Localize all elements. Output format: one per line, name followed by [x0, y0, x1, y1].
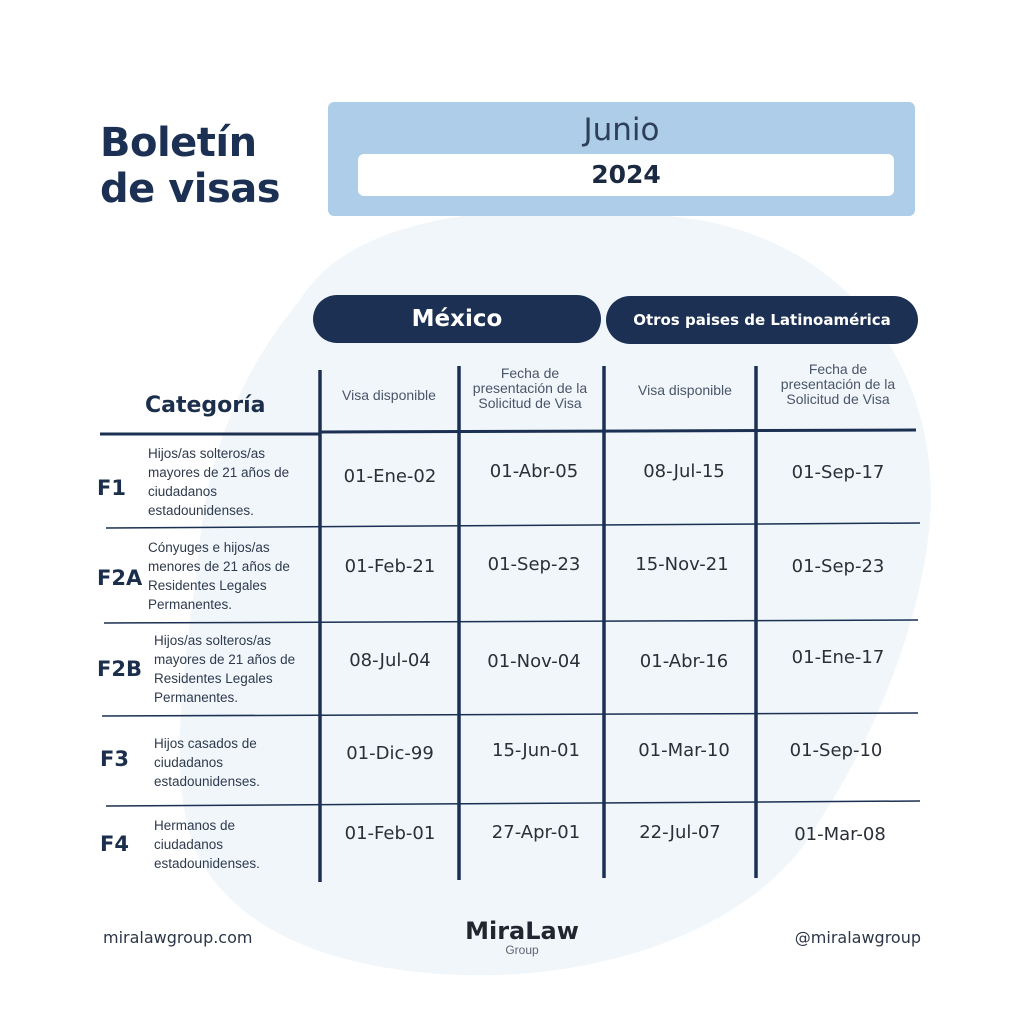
- row-code: F3: [100, 747, 129, 771]
- row-description: Hijos/as solteros/as mayores de 21 años de Residentes Legales Permanentes.: [154, 633, 296, 705]
- group-mexico-header: México: [313, 295, 601, 343]
- row-code: F2A: [97, 566, 143, 590]
- row-rule: [106, 523, 920, 528]
- cell-other-visa: 22-Jul-07: [639, 822, 721, 843]
- cell-mx-visa: 01-Dic-99: [346, 743, 434, 764]
- header-rule: [320, 430, 916, 432]
- column-header-category: Categoría: [145, 393, 266, 418]
- column-header-other-filing: Fecha de presentación de la Solicitud de Visa: [780, 361, 896, 407]
- cell-mx-filing: 01-Sep-23: [487, 554, 581, 575]
- cell-other-filing: 01-Sep-17: [791, 462, 885, 483]
- row-rule: [104, 620, 918, 623]
- cell-other-filing: 01-Sep-10: [789, 740, 883, 761]
- row-code: F1: [97, 476, 126, 500]
- title-line-2: de visas: [100, 166, 281, 212]
- brand-logo: [461, 918, 583, 956]
- row-description: Hijos casados de ciudadanos estadounidenses.: [154, 736, 260, 789]
- row-code: F2B: [97, 657, 142, 681]
- year-label: 2024: [358, 154, 894, 196]
- group-others-header: Otros paises de Latinoamérica: [606, 296, 918, 344]
- month-label: Junio: [583, 112, 660, 148]
- row-description: Hermanos de ciudadanos estadounidenses.: [154, 818, 260, 871]
- column-header-other-visa: Visa disponible: [638, 382, 732, 398]
- cell-mx-visa: 01-Feb-21: [344, 556, 436, 577]
- row-rule: [106, 801, 920, 806]
- cell-other-visa: 01-Mar-10: [638, 740, 730, 761]
- cell-other-filing: 01-Ene-17: [791, 647, 885, 668]
- title-line-1: Boletín: [100, 120, 257, 166]
- column-header-mx-filing: Fecha de presentación de la Solicitud de Visa: [472, 365, 588, 411]
- cell-mx-visa: 01-Feb-01: [344, 823, 436, 844]
- cell-mx-filing: 15-Jun-01: [492, 740, 580, 761]
- brand-name: MiraLaw: [465, 917, 579, 945]
- cell-other-filing: 01-Sep-23: [791, 556, 885, 577]
- brand-subtitle: Group: [505, 943, 539, 957]
- cell-other-visa: 01-Abr-16: [639, 651, 729, 672]
- cell-other-visa: 08-Jul-15: [643, 461, 725, 482]
- social-handle-link[interactable]: @miralawgroup: [794, 928, 921, 947]
- cell-mx-filing: 01-Nov-04: [487, 651, 581, 672]
- cell-mx-filing: 27-Apr-01: [491, 822, 581, 843]
- row-rule: [102, 713, 918, 716]
- row-description: Hijos/as solteros/as mayores de 21 años de ciudadanos estadounidenses.: [148, 446, 290, 518]
- cell-other-visa: 15-Nov-21: [635, 554, 729, 575]
- cell-other-filing: 01-Mar-08: [794, 824, 886, 845]
- cell-mx-filing: 01-Abr-05: [489, 461, 579, 482]
- row-description: Cónyuges e hijos/as menores de 21 años de Residentes Legales Permanentes.: [148, 540, 290, 612]
- website-link[interactable]: miralawgroup.com: [103, 928, 253, 947]
- row-code: F4: [100, 832, 129, 856]
- cell-mx-visa: 08-Jul-04: [349, 650, 431, 671]
- cell-mx-visa: 01-Ene-02: [343, 466, 437, 487]
- column-header-mx-visa: Visa disponible: [342, 387, 436, 403]
